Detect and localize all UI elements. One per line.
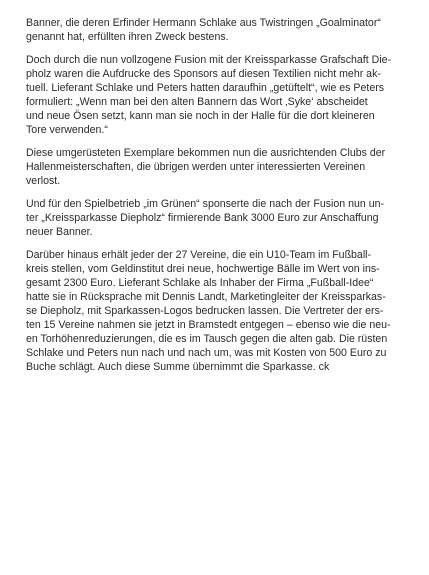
text-line: verlost. <box>26 175 61 187</box>
text-line: Doch durch die nun vollzogene Fusion mit der Kreissparkasse Grafschaft Die- <box>26 54 392 66</box>
article-text <box>26 16 410 383</box>
text-line: hatte sie in Rücksprache mit Dennis Landt, Marketingleiter der Kreissparkas- <box>26 291 386 303</box>
text-line: und neue Ösen setzt, kann man sie noch in der Halle für die dort kleineren <box>26 110 375 122</box>
text-line: se Diepholz, mit Sparkassen-Logos bedrucken lassen. Die Vertreter der ers- <box>26 305 384 317</box>
paragraph-3 <box>26 146 410 188</box>
paragraph-4 <box>26 197 410 239</box>
text-line: ter „Kreissparkasse Diepholz“ firmierende Bank 3000 Euro zur Anschaffung <box>26 212 379 224</box>
text-line: Buche schlägt. Auch diese Summe übernimmt die Sparkasse. ck <box>26 361 330 373</box>
text-line: pholz waren die Aufdrucke des Sponsors auf diesen Textilien nicht mehr ak- <box>26 68 381 80</box>
text-line: kreis stellen, vom Geldinstitut drei neue, hochwertige Bälle im Wert von ins- <box>26 263 380 275</box>
text-line: Tore verwenden.“ <box>26 124 108 136</box>
text-line: neuer Banner. <box>26 226 93 238</box>
paragraph-2 <box>26 53 410 137</box>
text-line: tuell. Lieferant Schlake und Peters hatten daraufhin „getüftelt“, wie es Peters <box>26 82 385 94</box>
text-line: en Torhöhenreduzierungen, die es im Tausch gegen die alten gab. Die rüsten <box>26 333 388 345</box>
paragraph-1 <box>26 16 410 44</box>
text-line: formuliert: „Wenn man bei den alten Bannern das Wort ‚Syke‘ abscheidet <box>26 96 368 108</box>
text-line: Schlake und Peters nun nach und nach um, was mit Kosten von 500 Euro zu <box>26 347 387 359</box>
text-line: gesamt 2300 Euro. Lieferant Schlake als Inhaber der Firma „Fußball-Idee“ <box>26 277 374 289</box>
text-line: Hallenmeisterschaften, die übrigen werden unter interessierten Vereinen <box>26 161 366 173</box>
text-line: Und für den Spielbetrieb „im Grünen“ sponserte die nach der Fusion nun un- <box>26 198 385 210</box>
text-line: Diese umgerüsteten Exemplare bekommen nun die ausrichtenden Clubs der <box>26 147 386 159</box>
text-line: Darüber hinaus erhält jeder der 27 Vereine, die ein U10-Team im Fußball- <box>26 249 372 261</box>
paragraph-5 <box>26 248 410 374</box>
text-line: genannt hat, erfüllten ihren Zweck bestens. <box>26 31 229 43</box>
text-line: ten 15 Vereine nahmen sie jetzt in Bramstedt entgegen – ebenso wie die neu- <box>26 319 391 331</box>
text-line: Banner, die deren Erfinder Hermann Schlake aus Twistringen „Goalminator“ <box>26 17 381 29</box>
